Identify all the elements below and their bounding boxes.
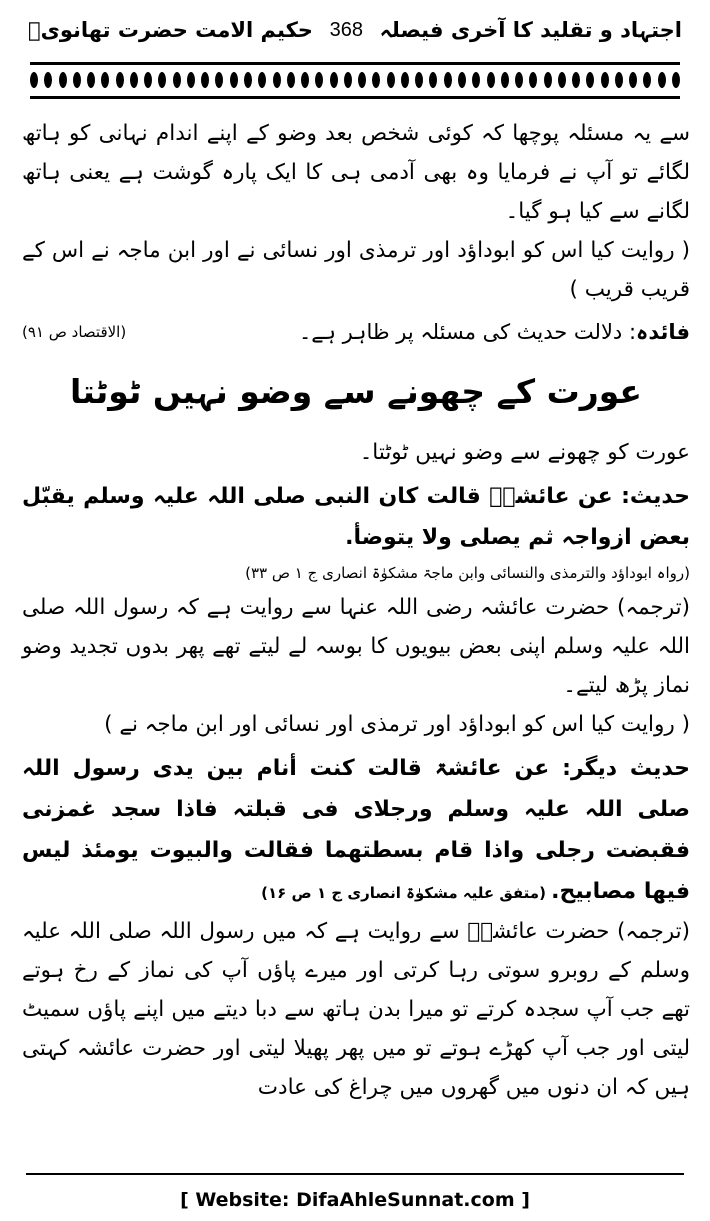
divider-dot [130,72,138,88]
divider-dot [258,72,266,88]
divider-dot [444,72,452,88]
divider-dot [87,72,95,88]
translation-1: (ترجمہ) حضرت عائشہ رضی اللہ عنہا سے روایت ہے کہ رسول اللہ صلی اللہ علیہ وسلم اپنی بعض بیویوں کا بوسہ لے لیتے تھے پھر بدوں تجدید وضو نماز پڑھ لیتے۔ [22,595,690,698]
divider-dot [330,72,338,88]
divider-dot [158,72,166,88]
divider-dot [372,72,380,88]
hadith-2-text: عن عائشۃ قالت کنت أنام بین یدی رسول اللہ صلی اللہ علیہ وسلم ورجلای فی قبلتہ فاذا سجد غمزنی فقبضت رجلی واذا قام بسطتھما فقالت والبیوت یومئذ لیس فیھا مصابیح. [22,756,690,904]
divider-dot [387,72,395,88]
divider-dot [643,72,651,88]
hadith-2-label: حدیث دیگر: [562,756,691,781]
divider-dot [487,72,495,88]
divider-dot [301,72,309,88]
divider-dot [59,72,67,88]
hadith-1-reference: (رواہ ابوداؤد والترمذی والنسائی وابن ماجۃ مشکوٰۃ انصاری ج ۱ ص ۳۳) [245,564,690,582]
hadith-1-text: عن عائشہؓ قالت کان النبی صلی اللہ علیہ وسلم یقبّل بعض ازواجہ ثم یصلی ولا یتوضأ. [22,484,690,550]
paragraph-4: ( روایت کیا اس کو ابوداؤد اور ترمذی اور نسائی اور ابن ماجہ نے ) [104,712,690,737]
benefit-label: فائدہ [636,320,690,344]
divider-dot [401,72,409,88]
paragraph-1: سے یہ مسئلہ پوچھا کہ کوئی شخص بعد وضو کے اپنے اندام نہانی کو ہاتھ لگائے تو آپ نے فرمایا وہ بھی آدمی ہی کا ایک پارہ گوشت ہے یعنی ہاتھ لگانے سے کیا ہو گیا۔ [22,121,691,224]
divider-dot [315,72,323,88]
divider-dot [173,72,181,88]
divider-dot [44,72,52,88]
divider-dot [215,72,223,88]
footer-divider [26,1173,684,1175]
divider-dot [629,72,637,88]
website-footer: [ Website: DifaAhleSunnat.com ] [180,1189,530,1211]
book-title: اجتہاد و تقلید کا آخری فیصلہ [379,18,682,42]
benefit-body [299,309,690,355]
divider-dot [558,72,566,88]
divider-dot [73,72,81,88]
divider-dot [429,72,437,88]
benefit-line [22,309,690,355]
paragraph-2: ( روایت کیا اس کو ابوداؤد اور ترمذی اور نسائی نے اور ابن ماجہ نے اس کے قریب قریب ) [22,238,690,302]
divider-dot [344,72,352,88]
divider-dot [244,72,252,88]
divider-dot [415,72,423,88]
divider-dot [586,72,594,88]
divider-dot [273,72,281,88]
divider-dot [515,72,523,88]
divider-dot [187,72,195,88]
divider-dot [601,72,609,88]
divider-dot [458,72,466,88]
translation-2: (ترجمہ) حضرت عائشہؓ سے روایت ہے کہ میں رسول اللہ صلی اللہ علیہ وسلم کے روبرو سوتی رہا کرتی اور میرے پاؤں آپ کی نماز کے رخ ہوتے تھے جب آپ سجدہ کرتے تو میرا بدن ہاتھ سے دبا دیتے میں اپنے پاؤں سمیٹ لیتی اور جب آپ کھڑے ہوتے تو میں پھر پھیلا لیتی اور حضرت عائشہ کہتی ہیں کہ ان دنوں میں گھروں میں چراغ کی عادت [22,919,690,1100]
page-body [22,114,690,1161]
divider-dot [101,72,109,88]
paragraph-3: عورت کو چھونے سے وضو نہیں ٹوٹتا۔ [359,440,690,465]
header-divider [30,62,680,100]
divider-dot [672,72,680,88]
divider-dot [658,72,666,88]
hadith-2 [22,748,690,912]
hadith-1 [22,476,690,558]
divider-dot [544,72,552,88]
benefit-text: : دلالت حدیث کی مسئلہ پر ظاہر ہے۔ [298,320,637,344]
divider-dot [116,72,124,88]
page-number: 368 [329,18,363,41]
divider-dot [144,72,152,88]
divider-dot [615,72,623,88]
author-name: حکیم الامت حضرت تھانویؒ [28,18,313,42]
divider-dot [30,72,38,88]
page-header [28,10,682,50]
divider-dot [230,72,238,88]
divider-dot [529,72,537,88]
divider-dot [287,72,295,88]
divider-dot [358,72,366,88]
divider-dot [201,72,209,88]
divider-dot [472,72,480,88]
benefit-reference: (الاقتصاد ص ۹۱) [22,323,127,341]
hadith-2-reference: (متفق علیہ مشکوٰۃ انصاری ج ۱ ص ۱۶) [261,884,552,902]
divider-dot [572,72,580,88]
divider-dot [501,72,509,88]
hadith-1-label: حدیث: [621,484,690,509]
section-title: عورت کے چھونے سے وضو نہیں ٹوٹتا [70,372,642,411]
